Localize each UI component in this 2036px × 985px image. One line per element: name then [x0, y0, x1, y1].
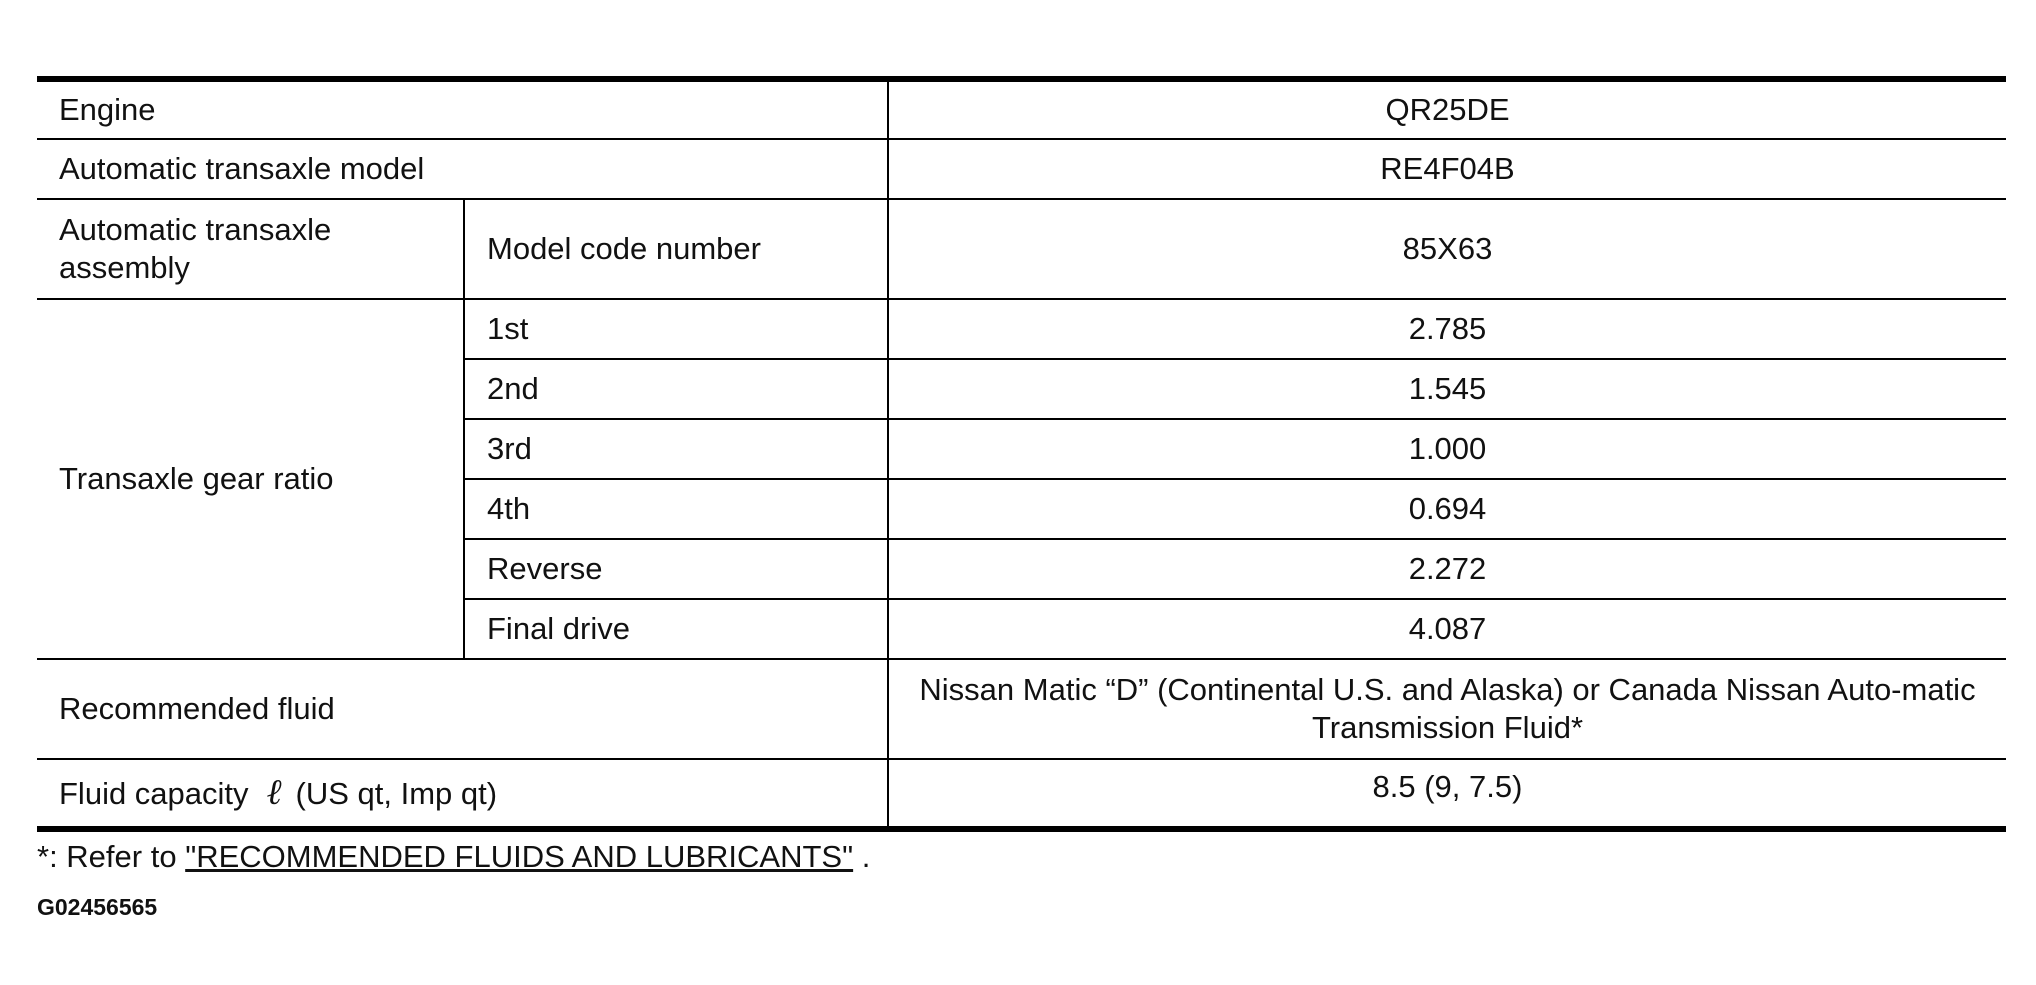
- model-code-value: 85X63: [888, 199, 2006, 299]
- row-engine: [37, 79, 2006, 139]
- gear-ratio-label: Transaxle gear ratio: [37, 299, 464, 659]
- gear-value: 0.694: [888, 479, 2006, 539]
- transaxle-model-label: Automatic transaxle model: [37, 139, 888, 199]
- gear-label: 4th: [464, 479, 888, 539]
- row-transaxle-model: [37, 139, 2006, 199]
- gear-label: Final drive: [464, 599, 888, 659]
- gear-label: 2nd: [464, 359, 888, 419]
- gear-label: 1st: [464, 299, 888, 359]
- model-code-label: Model code number: [464, 199, 888, 299]
- document-code: G02456565: [37, 894, 158, 920]
- gear-value: 4.087: [888, 599, 2006, 659]
- gear-value: 1.000: [888, 419, 2006, 479]
- engine-value: QR25DE: [888, 79, 2006, 139]
- transaxle-assembly-label: Automatic transaxle assembly: [37, 199, 464, 299]
- specifications-table: [37, 76, 2006, 832]
- transaxle-model-value: RE4F04B: [888, 139, 2006, 199]
- gear-label: Reverse: [464, 539, 888, 599]
- row-recommended-fluid: [37, 659, 2006, 759]
- fluid-value: Nissan Matic “D” (Continental U.S. and Alaska) or Canada Nissan Auto-matic Transmission Fluid*: [888, 659, 2006, 759]
- gear-value: 1.545: [888, 359, 2006, 419]
- capacity-value: 8.5 (9, 7.5): [888, 759, 2006, 829]
- capacity-label: Fluid capacity: [59, 775, 249, 811]
- recommended-fluids-link[interactable]: "RECOMMENDED FLUIDS AND LUBRICANTS": [185, 839, 854, 874]
- liter-symbol: ℓ: [266, 771, 282, 813]
- row-fluid-capacity: [37, 759, 2006, 829]
- footnote-suffix: .: [861, 839, 871, 874]
- footnote: [37, 838, 870, 876]
- row-gear-1st: [37, 299, 2006, 359]
- footnote-prefix: *: Refer to: [37, 839, 177, 874]
- fluid-label: Recommended fluid: [37, 659, 888, 759]
- engine-label: Engine: [37, 79, 888, 139]
- gear-value: 2.785: [888, 299, 2006, 359]
- gear-value: 2.272: [888, 539, 2006, 599]
- capacity-units: (US qt, Imp qt): [295, 775, 498, 811]
- capacity-label-cell: [37, 759, 888, 829]
- gear-label: 3rd: [464, 419, 888, 479]
- row-model-code: [37, 199, 2006, 299]
